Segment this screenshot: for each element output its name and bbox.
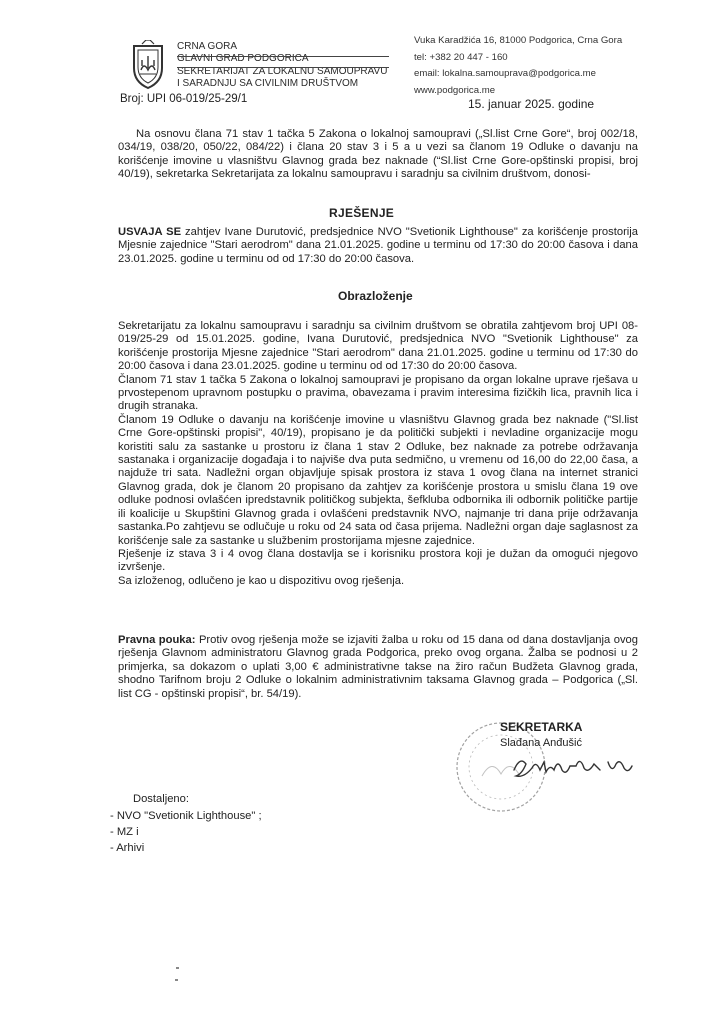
coat-of-arms-icon [128,40,168,90]
distribution-heading: Dostaljeno: [133,793,189,805]
reasoning-paragraph: Članom 71 stav 1 tačka 5 Zakona o lokalnoj samoupravi je propisano da organ lokalne uprave rješava u prvostepenom upravnom postupku o pravima, obavezama i pravim interesima fizičkih lica, pravnih lica i drugih stranaka. [118,373,638,413]
decision-paragraph [118,226,638,266]
signatory-name: Slađana Anđušić [500,737,582,749]
contact-info [414,33,622,99]
decision-lead: USVAJA SE [118,226,182,238]
handwritten-signature [510,748,640,784]
phone: tel: +382 20 447 - 160 [414,51,508,63]
reasoning-section [118,320,638,588]
legal-notice-lead: Pravna pouka: [118,634,196,646]
decision-heading: RJEŠENJE [329,206,395,220]
distribution-list [110,808,262,856]
reasoning-heading: Obrazloženje [338,289,413,303]
scan-speck [176,967,179,969]
website: www.podgorica.me [414,84,496,96]
list-item: - MZ i [110,826,139,838]
reasoning-paragraph: Sa izloženog, odlučeno je kao u dispozitivu ovog rješenja. [118,574,405,587]
list-item: - NVO "Svetionik Lighthouse" ; [110,810,262,822]
legal-notice [118,634,638,701]
scan-speck [175,979,178,981]
reference-number: Broj: UPI 06-019/25-29/1 [120,93,248,105]
organization-name [177,41,387,91]
reasoning-paragraph: Članom 19 Odluke o davanju na korišćenje imovine u vlasništvu Glavnog grada bez naknade ("Sl.list Crne Gore-opštinski propisi", 40/19), propisano je da politički subjekti i nevladine organizacije mogu koristiti salu za sastanke u prostoru iz člana 1 stav 2 Odluke, bez naknade za potrebe održavanja sastanaka i organizacije događaja i to najviše dva puta sedmično, u vremenu od 16,00 do 22,00 časa, a najduže tri sata. Nadležni organ objavljuje spisak prostora iz stava 1 ovog člana na internet stranici Glavnog grada, dok je članom 20 propisano da zahtjev za korišćenje prostora u smislu člana 19 ove odluke podnosi ovlašćen ipredstavnik političkog subjekta, šefkluba odbornika ili odbornik političke partije ili koalicije u Skupštini Glavnog grada i ovlašćeni predstavnik NVO, najmanje tri dana prije održavanja sastanka.Po zahtjevu se odlučuje u roku od 24 sata od časa prijema. Nadležni organ daje saglasnost za korišćenje sale za sastanke u službenim prostorijama mjesne zajednice. [118,413,638,547]
signatory-title: SEKRETARKA [500,720,583,734]
org-line-department-cont: I SARADNJU SA CIVILNIM DRUŠTVOM [177,78,359,90]
reasoning-paragraph: Rješenje iz stava 3 i 4 ovog člana dostavlja se i korisniku prostora koji je dužan da omogući njegovo izvršenje. [118,547,638,574]
email: email: lokalna.samouprava@podgorica.me [414,68,596,79]
org-line-department: SEKRETARIJAT ZA LOKALNU SAMOUPRAVU [177,65,388,77]
header-divider [177,56,389,57]
org-line-country: CRNA GORA [177,41,238,52]
legal-notice-text: Protiv ovog rješenja može se izjaviti žalba u roku od 15 dana od dana dostavljanja ovog rješenja Glavnom administratoru Glavnog grada Podgorica, preko ovog organa. Žalba se podnosi u 2 primjerka, sa dokazom o uplati 3,00 € administrativne takse na žiro račun Budžeta Glavnog grada, shodno Tarifnom broju 2 Odluke o lokalnim administrativnim taksama Glavnog grada – Podgorica („Sl. list CG - opštinski propisi“, br. 54/19). [118,634,638,700]
decision-text: zahtjev Ivane Durutović, predsjednice NVO "Svetionik Lighthouse" za korišćenje prostorija Mjesnie zajednice "Stari aerodrom" dana 21.01.2025. godine u terminu od 17:30 do 20:00 časova i dana 23.01.2025. godine u terminu od od 17:30 do 20:00 časova. [118,226,638,265]
list-item: - Arhivi [110,842,145,854]
reasoning-paragraph: Sekretarijatu za lokalnu samoupravu i saradnju sa civilnim društvom se obratila zahtjevom broj UPI 08-019/25-29 od 15.01.2025. godine, Ivana Durutović, predsjednica NVO "Svetionik Lighthouse" za korišćenje prostorija Mjesne zajednice "Stari aerodrom" dana 21.01.2025. godine u terminu od 17:30 do 20:00 časova i dana 23.01.2025. godine u terminu od od 17:30 do 20:00 časova. [118,320,638,373]
org-line-city: GLAVNI GRAD PODGORICA [177,53,309,65]
document-date: 15. januar 2025. godine [468,97,595,111]
address: Vuka Karadžića 16, 81000 Podgorica, Crna Gora [414,35,623,46]
intro-paragraph: Na osnovu člana 71 stav 1 tačka 5 Zakona o lokalnoj samoupravi („Sl.list Crne Gore“, broj 002/18, 034/19, 038/20, 050/22, 084/22) i člana 20 stav 3 i 5 a u vezi sa članom 19 Odluke o davanju na korišćenje imovine u vlasništvu Glavnog grada bez naknade (“Sl.list Crne Gore-opštinski propisi, broj 40/19), sekretarka Sekretarijata za lokalnu samoupravu i saradnju sa civilnim društvom, donosi- [118,128,638,181]
header-divider [177,67,389,68]
